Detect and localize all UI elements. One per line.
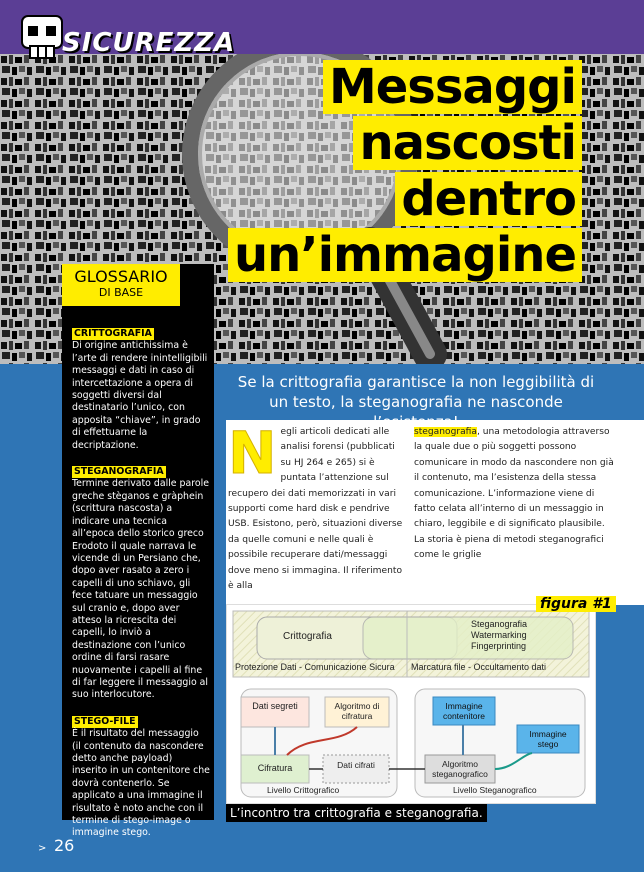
livello-crittografico-label: Livello Crittografico: [267, 785, 340, 795]
node-immagine-stego: Immagine stego: [529, 729, 567, 749]
glossary-title: GLOSSARIO: [74, 267, 168, 286]
title-line-1: Messaggi: [323, 60, 582, 114]
glossary-subtitle: DI BASE: [98, 286, 144, 299]
bottom-left-label: Protezione Dati - Comunicazione Sicura: [235, 662, 395, 672]
node-cifratura: Cifratura: [257, 763, 293, 773]
column-2-text: , una metodologia attraverso la quale due o più soggetti possono comunicare in modo da nascondere non già il contenuto, ma l’esistenza della stessa comunicazione. L’informazione viene di fatto celata all’interno di un messaggio in chiaro, leggibile e di significato plausibile. La storia è piena di metodi steganografici come le griglie: [414, 427, 614, 561]
title-line-2: nascosti: [353, 116, 582, 170]
node-dati-segreti: Dati segreti: [252, 701, 298, 711]
article-column-1: [228, 419, 404, 594]
glossary-term: STEGANOGRAFIA: [74, 466, 164, 478]
venn-left-label: Crittografia: [283, 631, 332, 642]
article-column-2: [414, 425, 614, 564]
intro-text: Se la crittografia garantisce la non leggibilità di un testo, la steganografia ne nasconde: [237, 373, 595, 411]
livello-steganografico-label: Livello Steganografico: [453, 785, 537, 795]
node-algoritmo-steganografico: Algoritmo steganografico: [432, 759, 488, 779]
column-1-text: egli articoli dedicati alle analisi forensi (pubblicati su HJ 264 e 265) si è puntata l’attenzione sul recupero dei dati memorizzati in vari supporti come hard disk e pendrive USB. Esistono, però, situazioni diverse da quelle comuni e nelle quali è possibile recuperare dati/messaggi dove meno si immagina. Il riferimento è alla: [228, 427, 403, 592]
section-label: SICUREZZA: [62, 28, 236, 58]
skull-icon: [20, 14, 64, 60]
figure-diagram: [226, 604, 596, 804]
drop-cap: N: [228, 419, 277, 487]
node-algoritmo-cifratura: Algoritmo di cifratura: [334, 701, 380, 721]
page-arrow: >: [38, 843, 47, 854]
title-line-4: un’immagine: [228, 228, 582, 282]
glossary-box: [62, 264, 214, 839]
figure-label: figura #1: [536, 596, 616, 612]
glossary-header: [62, 264, 180, 306]
bottom-right-label: Marcatura file - Occultamento dati: [411, 662, 547, 672]
glossary-term: STEGO-FILE: [74, 715, 136, 727]
glossary-term: CRITTOGRAFIA: [74, 328, 152, 339]
article-title: [228, 60, 582, 284]
page-number: 26: [54, 836, 75, 855]
venn-right-label-3: Fingerprinting: [471, 641, 527, 651]
figure-caption: L’incontro tra crittografia e steganografia.: [226, 804, 487, 822]
glossary-definition: È il risultato del messaggio (il contenuto da nascondere detto anche payload) inserito in un contenitore che dovrà contenerlo. Se applicato a una immagine il risultato è noto anche con il termine di stego-image o immagine stego.: [72, 728, 210, 839]
title-line-3: dentro: [395, 172, 582, 226]
glossary-definition: Termine derivato dalle parole greche stèganos e gràphein (scrittura nascosta) a indicare una tecnica all’epoca dello storico greco Erodoto il quale narrava le vicende di un Persiano che, dopo aver rasato a zero i capelli di uno schiavo, gli fece tatuare un messaggio sul cranio e, dopo aver atteso la ricrescita dei capelli, lo inviò a destinazione con l’unico ordine di farsi rasare nuovamente i capelli al fine di far leggere il messaggio al suo interlocutore.: [72, 478, 209, 701]
highlighted-term: steganografia: [414, 427, 477, 437]
glossary-definition: Di origine antichissima è l’arte di rendere inintelligibili messaggi e dati in caso di intercettazione a opera di soggetti diversi dal destinatario l’unico, con apposita “chiave”, in grado di effettuarne la decriptazione.: [72, 340, 208, 451]
glossary-body: [72, 324, 210, 850]
venn-right-label-1: Steganografia: [471, 619, 528, 629]
node-dati-cifrati: Dati cifrati: [337, 760, 375, 770]
node-immagine-contenitore: Immagine contenitore: [442, 701, 486, 721]
venn-right-label-2: Watermarking: [471, 630, 527, 640]
